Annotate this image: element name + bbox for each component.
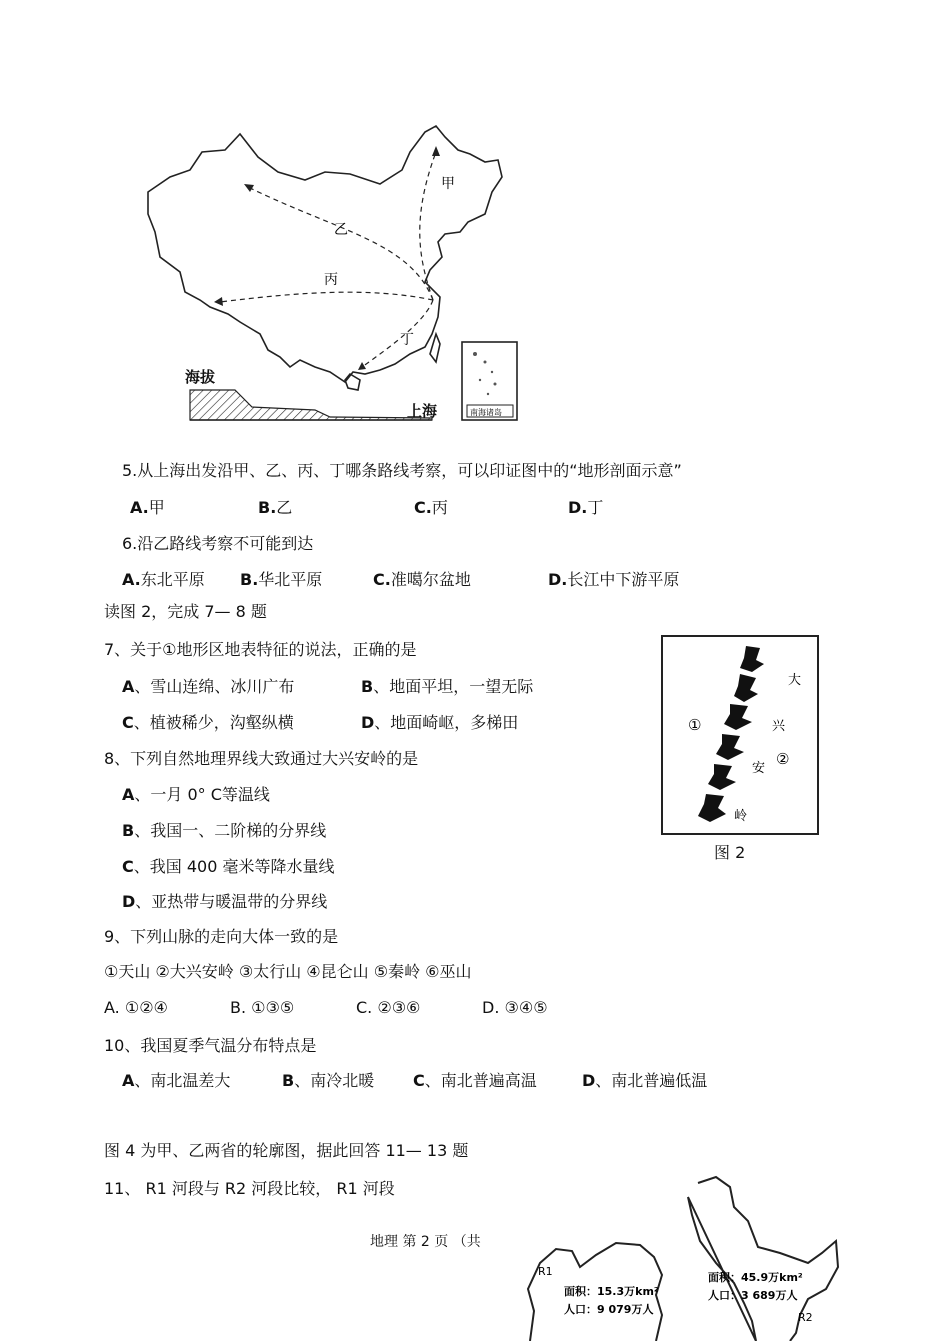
page-footer: 地理 第 2 页 （共	[370, 1234, 481, 1250]
shanghai-label: 上海	[407, 402, 438, 420]
q7-option-b[interactable]: B、地面平坦，一望无际	[361, 677, 534, 696]
q9-mountain-list: ①天山 ②大兴安岭 ③太行山 ④昆仑山 ⑤秦岭 ⑥巫山	[104, 962, 472, 981]
q7-option-a[interactable]: A、雪山连绵、冰川广布	[122, 677, 295, 696]
fig4-left-river: R1	[538, 1265, 553, 1278]
route-bing-label: 丙	[324, 272, 338, 288]
q8-option-b[interactable]: B、我国一、二阶梯的分界线	[122, 821, 327, 840]
q5-option-b[interactable]: B.乙	[258, 498, 293, 517]
fig4-left-area: 面积：15.3万km²	[564, 1285, 659, 1298]
q8-option-a[interactable]: A、一月 0° C等温线	[122, 785, 270, 804]
route-ding-label: 丁	[400, 332, 414, 348]
q9-option-d[interactable]: D. ③④⑤	[482, 998, 548, 1017]
q6-option-d[interactable]: D.长江中下游平原	[548, 570, 680, 589]
q9-stem: 9、下列山脉的走向大体一致的是	[104, 927, 339, 946]
fig2-marker-1: ①	[688, 716, 702, 734]
q6-option-b[interactable]: B.华北平原	[240, 570, 323, 589]
fig4-left-population: 人口：9 079万人	[564, 1303, 654, 1316]
fig2-char-ling: 岭	[734, 809, 748, 824]
q5-option-c[interactable]: C.丙	[414, 498, 448, 517]
q6-option-a[interactable]: A.东北平原	[122, 570, 205, 589]
q10-option-a[interactable]: A、南北温差大	[122, 1071, 231, 1090]
fig4-right-population: 人口：3 689万人	[708, 1289, 798, 1302]
q5-option-a[interactable]: A.甲	[130, 498, 165, 517]
fig4-right-area: 面积：45.9万km²	[708, 1271, 803, 1284]
inset-label: 南海诸岛	[470, 408, 502, 417]
q10-option-b[interactable]: B、南冷北暖	[282, 1071, 375, 1090]
route-jia-label: 甲	[441, 176, 455, 192]
q9-option-a[interactable]: A. ①②④	[104, 998, 168, 1017]
route-yi-label: 乙	[334, 222, 348, 238]
read-figure4-instruction: 图 4 为甲、乙两省的轮廓图，据此回答 11— 13 题	[104, 1141, 469, 1160]
fig2-char-xing: 兴	[772, 719, 786, 734]
q7-option-c[interactable]: C、植被稀少，沟壑纵横	[122, 713, 294, 732]
fig2-marker-2: ②	[776, 750, 790, 768]
q8-option-c[interactable]: C、我国 400 毫米等降水量线	[122, 857, 335, 876]
q10-stem: 10、我国夏季气温分布特点是	[104, 1036, 317, 1055]
altitude-label: 海拔	[185, 368, 216, 386]
q5-stem: 5.从上海出发沿甲、乙、丙、丁哪条路线考察，可以印证图中的“地形剖面示意”	[122, 461, 682, 480]
fig4-right-river: R2	[798, 1311, 813, 1324]
q5-option-d[interactable]: D.丁	[568, 498, 604, 517]
q10-option-d[interactable]: D、南北普遍低温	[582, 1071, 708, 1090]
figure2-caption: 图 2	[714, 843, 746, 862]
q11-stem: 11、 R1 河段与 R2 河段比较， R1 河段	[104, 1179, 395, 1198]
q9-option-c[interactable]: C. ②③⑥	[356, 998, 421, 1017]
fig2-char-da: 大	[788, 673, 802, 688]
figure2-daxinganling-map	[660, 634, 820, 836]
q6-option-c[interactable]: C.准噶尔盆地	[373, 570, 471, 589]
q8-stem: 8、下列自然地理界线大致通过大兴安岭的是	[104, 749, 419, 768]
q7-option-d[interactable]: D、地面崎岖，多梯田	[361, 713, 519, 732]
fig2-char-an: 安	[752, 761, 766, 776]
q6-stem: 6.沿乙路线考察不可能到达	[122, 534, 314, 553]
figure4-province-outlines	[520, 1171, 850, 1341]
q9-option-b[interactable]: B. ①③⑤	[230, 998, 295, 1017]
q8-option-d[interactable]: D、亚热带与暖温带的分界线	[122, 892, 328, 911]
q10-option-c[interactable]: C、南北普遍高温	[413, 1071, 537, 1090]
read-figure2-instruction: 读图 2，完成 7— 8 题	[104, 602, 267, 621]
q7-stem: 7、关于①地形区地表特征的说法，正确的是	[104, 640, 417, 659]
